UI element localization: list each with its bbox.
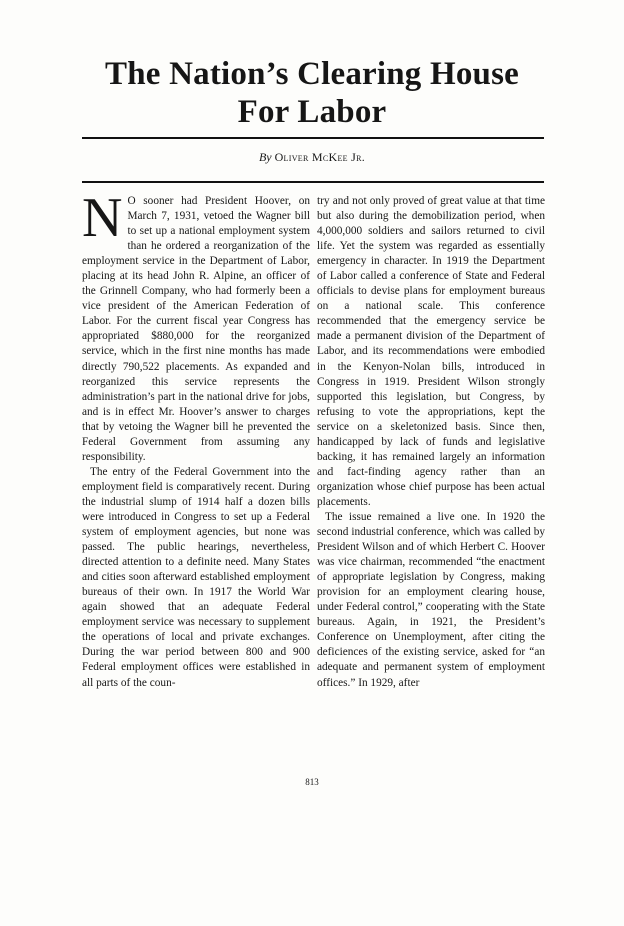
paragraph-2-part-b: try and not only proved of great value at that time but also during the demobilization period, when 4,000,000 soldiers and sailors returned to civil life. Yet the system was regarded as essentially emergency in character. In 1919 the Department of Labor called a conference of State and Federal officials to devise plans for employment bureaus on a national scale. This conference recommended that the emergency service be made a permanent division of the Department of Labor, and its recommendations were embodied in the Kenyon-Nolan bills, introduced in Congress in 1919. President Wilson strongly supported this legislation, but Congress, by refusing to vote the appropriations, kept the service on a skeletonized basis. Since then, handicapped by lack of funds and legislative backing, it has remained largely an information and fact-finding agency rather than an organization whose chief purpose has been actual placements. — [317, 195, 545, 508]
author-name: Oliver McKee Jr. — [274, 150, 366, 164]
byline-rule — [82, 181, 544, 183]
column-left — [82, 187, 310, 691]
article-title-line-2: For Labor — [237, 94, 387, 130]
article-title-line-1: The Nation’s Clearing House — [105, 56, 519, 92]
paragraph-3: The issue remained a live one. In 1920 the second industrial conference, which was called by President Wilson and of which Herbert C. Hoover was vice chairman, recommended “the enactment of appropriate legislation by Congress, making provision for an employment clearing house, under Federal control,” cooperating with the State bureaus. Again, in 1921, the President’s Conference on Unemployment, after citing the deficiences of the existing service, asked for “an adequate and permanent system of employment offices.” In 1929, after — [317, 510, 545, 689]
column-right — [317, 194, 545, 691]
paragraph-2-continued — [317, 194, 545, 510]
paragraph-2-part-a: The entry of the Federal Government into the employment field is comparatively recent. During the industrial slump of 1914 half a dozen bills were introduced in Congress to set up a Federal system of employment agencies, but none was passed. The public hearings, nevertheless, directed attention to a definite need. Many States and cities soon afterward established employment bureaus of their own. In 1917 the World War again showed that an adequate Federal employment service was necessary to supplement the operations of local and private exchanges. During the war period between 800 and 900 Federal employment offices were established in all parts of the coun- — [82, 465, 310, 689]
paragraph-2 — [82, 465, 310, 691]
paragraph-1: O sooner had President Hoover, on March 7, 1931, vetoed the Wagner bill to set up a national employment system than he ordered a reorganization of the employment service in the Department of Labor, placing at its head John R. Alpine, an officer of the Grinnell Company, who had formerly been a vice president of the American Federation of Labor. For the current fiscal year Congress has appropriated $880,000 for the reorganized service, which in the first nine months has made directly 790,522 placements. As expanded and reorganized this service represents the administration’s part in the national drive for jobs, and is in effect Mr. Hoover’s answer to charges that by vetoing the Wagner bill he prevented the Federal Government from assuming any responsibility. — [82, 195, 310, 463]
drop-cap: N — [82, 187, 123, 249]
title-rule — [82, 137, 544, 139]
byline — [0, 150, 624, 164]
byline-prefix: By — [258, 150, 272, 164]
page-number: 813 — [305, 777, 319, 787]
